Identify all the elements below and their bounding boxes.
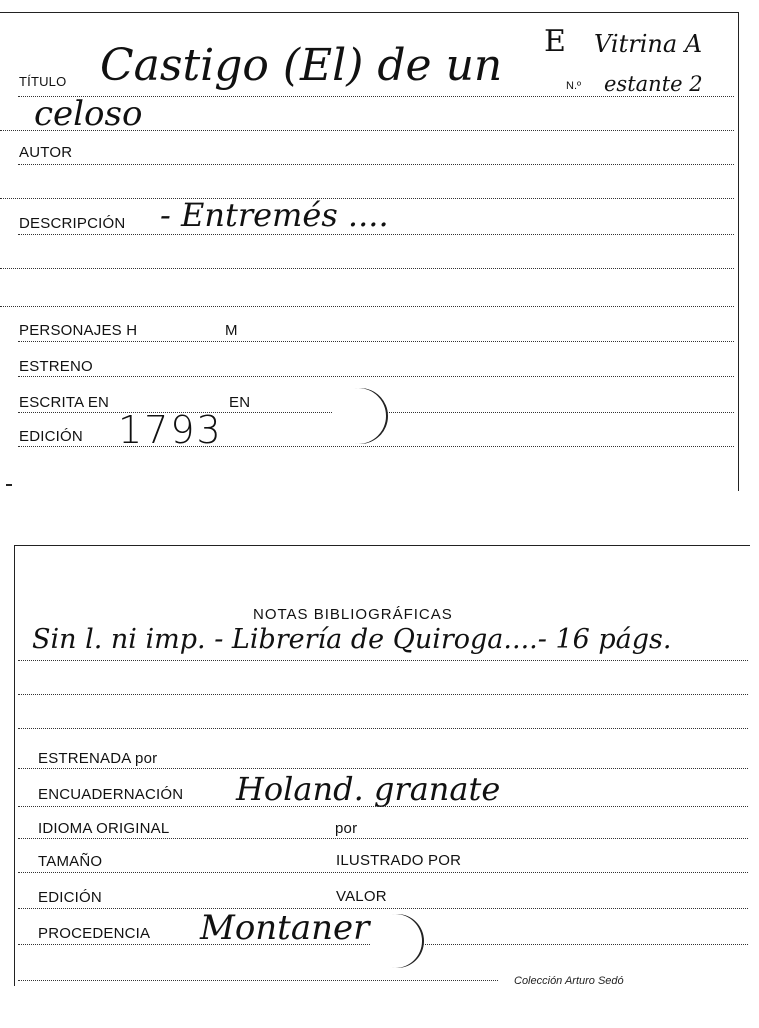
label-estrenada-por: ESTRENADA por	[38, 750, 158, 767]
handwritten-edition-year: 1793	[118, 408, 223, 452]
handwritten-title-line2: celoso	[34, 94, 143, 134]
label-idioma-original: IDIOMA ORIGINAL	[38, 820, 170, 837]
label-edicion-bottom: EDICIÓN	[38, 889, 102, 906]
handwritten-shelf-estante: estante 2	[604, 72, 703, 96]
label-notas-bibliograficas: NOTAS BIBLIOGRÁFICAS	[253, 606, 453, 623]
notes-line-3	[18, 728, 748, 729]
handwritten-shelf-letter: E	[544, 24, 566, 59]
label-personajes-h: PERSONAJES H	[19, 322, 138, 339]
card-mark	[6, 484, 12, 486]
descripcion-line	[18, 234, 734, 235]
bottom-line	[18, 980, 498, 981]
handwritten-title-line1: Castigo (El) de un	[100, 40, 503, 91]
handwritten-shelf-vitrina: Vitrina A	[594, 30, 703, 58]
title-line-2	[0, 130, 734, 131]
edicion-bottom-line	[18, 908, 748, 909]
handwritten-notes: Sin l. ni imp. - Librería de Quiroga....- 16 págs.	[32, 624, 672, 655]
label-ilustrado-por: ILUSTRADO POR	[336, 852, 462, 869]
estrenada-line	[18, 768, 748, 769]
label-tamano: TAMAÑO	[38, 853, 103, 870]
idioma-line	[18, 838, 748, 839]
autor-line	[18, 164, 734, 165]
handwritten-provenance: Montaner	[200, 908, 370, 948]
edicion-line	[18, 446, 734, 447]
personajes-line	[18, 341, 734, 342]
notes-line-2	[18, 694, 748, 695]
descripcion-line-3	[0, 306, 734, 307]
label-encuadernacion: ENCUADERNACIÓN	[38, 786, 184, 803]
tamano-line	[18, 872, 748, 873]
label-autor: AUTOR	[19, 144, 73, 161]
label-numero: N.º	[566, 80, 582, 92]
label-estreno: ESTRENO	[19, 358, 93, 375]
label-personajes-m: M	[225, 322, 238, 339]
label-titulo: TÍTULO	[19, 74, 67, 89]
estreno-line	[18, 376, 734, 377]
notes-line-1	[18, 660, 748, 661]
handwritten-binding: Holand. granate	[236, 770, 501, 808]
label-edicion-top: EDICIÓN	[19, 428, 83, 445]
label-valor: VALOR	[336, 888, 387, 905]
punch-hole-top	[332, 388, 388, 444]
handwritten-description: - Entremés ....	[160, 196, 389, 234]
descripcion-line-2	[0, 268, 734, 269]
punch-hole-bottom	[370, 914, 424, 968]
label-escrita-en: ESCRITA EN	[19, 394, 110, 411]
encuadernacion-line	[18, 806, 748, 807]
label-por: por	[335, 820, 358, 837]
label-descripcion: DESCRIPCIÓN	[19, 215, 126, 232]
label-procedencia: PROCEDENCIA	[38, 925, 151, 942]
collection-credit: Colección Arturo Sedó	[514, 975, 624, 987]
label-escrita-en-2: EN	[229, 394, 251, 411]
